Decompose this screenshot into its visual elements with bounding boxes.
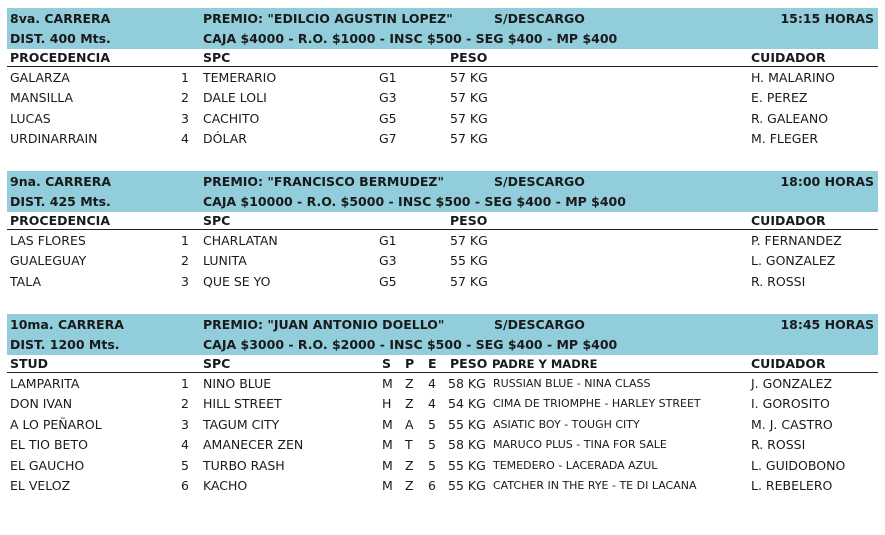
- race-prize: PREMIO: "JUAN ANTONIO DOELLO": [203, 317, 445, 332]
- header-coat: P: [405, 356, 415, 371]
- program-number: 1: [181, 376, 189, 391]
- header-parents: PADRE Y MADRE: [492, 357, 598, 371]
- program-number: 1: [181, 70, 189, 85]
- horse-name: CACHITO: [203, 110, 260, 126]
- trainer-cell: L. GONZALEZ: [751, 253, 836, 269]
- horse-name: NINO BLUE: [203, 376, 272, 391]
- header-trainer: CUIDADOR: [751, 50, 826, 65]
- stud-cell: DON IVAN: [10, 396, 73, 412]
- header-sex: S: [382, 356, 392, 371]
- header-age: E: [428, 356, 437, 371]
- trainer-cell: I. GOROSITO: [751, 396, 830, 412]
- program-number: 3: [181, 110, 189, 126]
- weight-cell: 57 KG: [450, 131, 488, 147]
- horse-name: TURBO RASH: [203, 457, 285, 473]
- header-weight: PESO: [450, 213, 488, 228]
- age-cell: 6: [428, 477, 436, 493]
- weight-cell: 57 KG: [450, 233, 488, 248]
- stud-cell: EL TIO BETO: [10, 437, 88, 453]
- weight-cell: 55 KG: [448, 457, 486, 473]
- horse-name: HILL STREET: [203, 396, 282, 412]
- weight-cell: 55 KG: [450, 253, 488, 269]
- program-number: 4: [181, 131, 189, 147]
- horse-name: AMANECER ZEN: [203, 437, 304, 453]
- horse-name: KACHO: [203, 477, 248, 493]
- race-condition: S/DESCARGO: [494, 11, 585, 26]
- race-time: 18:45 HORAS: [780, 317, 874, 332]
- race-distance: DIST. 1200 Mts.: [10, 337, 120, 352]
- header-origin: PROCEDENCIA: [10, 50, 110, 65]
- trainer-cell: M. FLEGER: [751, 131, 819, 147]
- table-row: [7, 475, 878, 495]
- origin-cell: GALARZA: [10, 70, 70, 85]
- weight-cell: 58 KG: [448, 376, 486, 391]
- race-title: 8va. CARRERA: [10, 11, 111, 26]
- table-row: [7, 128, 878, 148]
- column-headers: [7, 49, 878, 67]
- table-row: [7, 108, 878, 128]
- gate-cell: G3: [379, 90, 397, 106]
- gate-cell: G1: [379, 70, 397, 85]
- age-cell: 5: [428, 437, 436, 453]
- table-row: [7, 67, 878, 87]
- age-cell: 5: [428, 416, 436, 432]
- weight-cell: 57 KG: [450, 110, 488, 126]
- race-header: [7, 171, 878, 212]
- table-row: [7, 414, 878, 434]
- origin-cell: TALA: [10, 273, 42, 289]
- table-row: [7, 250, 878, 270]
- stud-cell: LAMPARITA: [10, 376, 80, 391]
- horse-name: DALE LOLI: [203, 90, 267, 106]
- weight-cell: 57 KG: [450, 273, 488, 289]
- age-cell: 5: [428, 457, 436, 473]
- weight-cell: 57 KG: [450, 90, 488, 106]
- race-block-8: [7, 8, 878, 149]
- race-header: [7, 8, 878, 49]
- program-number: 4: [181, 437, 189, 453]
- origin-cell: LAS FLORES: [10, 233, 86, 248]
- header-spc: SPC: [203, 213, 231, 228]
- table-row: [7, 455, 878, 475]
- origin-cell: MANSILLA: [10, 90, 74, 106]
- weight-cell: 55 KG: [448, 416, 486, 432]
- column-headers: [7, 355, 878, 373]
- gate-cell: G3: [379, 253, 397, 269]
- race-purse: CAJA $10000 - R.O. $5000 - INSC $500 - SEG $400 - MP $400: [203, 194, 626, 209]
- header-weight: PESO: [450, 356, 488, 371]
- horse-name: TAGUM CITY: [203, 416, 280, 432]
- horse-name: QUE SE YO: [203, 273, 271, 289]
- race-prize: PREMIO: "EDILCIO AGUSTIN LOPEZ": [203, 11, 453, 26]
- origin-cell: LUCAS: [10, 110, 51, 126]
- program-number: 5: [181, 457, 189, 473]
- program-number: 2: [181, 396, 189, 412]
- parents-cell: TEMEDERO - LACERADA AZUL: [493, 458, 658, 472]
- stud-cell: EL VELOZ: [10, 477, 71, 493]
- weight-cell: 54 KG: [448, 396, 486, 412]
- coat-cell: A: [405, 416, 414, 432]
- race-block-10: [7, 314, 878, 495]
- trainer-cell: R. ROSSI: [751, 273, 806, 289]
- trainer-cell: R. ROSSI: [751, 437, 806, 453]
- parents-cell: MARUCO PLUS - TINA FOR SALE: [493, 438, 667, 452]
- race-header: [7, 314, 878, 355]
- trainer-cell: R. GALEANO: [751, 110, 829, 126]
- race-block-9: [7, 171, 878, 291]
- race-distance: DIST. 425 Mts.: [10, 194, 111, 209]
- race-title: 9na. CARRERA: [10, 174, 112, 189]
- gate-cell: G1: [379, 233, 397, 248]
- trainer-cell: M. J. CASTRO: [751, 416, 833, 432]
- parents-cell: CIMA DE TRIOMPHE - HARLEY STREET: [493, 397, 701, 411]
- horse-name: LUNITA: [203, 253, 247, 269]
- race-purse: CAJA $3000 - R.O. $2000 - INSC $500 - SEG $400 - MP $400: [203, 337, 618, 352]
- gate-cell: G7: [379, 131, 397, 147]
- race-condition: S/DESCARGO: [494, 317, 585, 332]
- parents-cell: CATCHER IN THE RYE - TE DI LACANA: [493, 478, 697, 492]
- race-distance: DIST. 400 Mts.: [10, 31, 111, 46]
- header-trainer: CUIDADOR: [751, 213, 826, 228]
- coat-cell: Z: [405, 396, 414, 412]
- horse-name: TEMERARIO: [203, 70, 277, 85]
- header-trainer: CUIDADOR: [751, 356, 826, 371]
- stud-cell: A LO PEÑAROL: [10, 416, 102, 432]
- race-time: 18:00 HORAS: [780, 174, 874, 189]
- origin-cell: GUALEGUAY: [10, 253, 87, 269]
- program-number: 2: [181, 90, 189, 106]
- program-number: 6: [181, 477, 189, 493]
- program-number: 2: [181, 253, 189, 269]
- sex-cell: M: [382, 376, 393, 391]
- header-spc: SPC: [203, 50, 231, 65]
- race-purse: CAJA $4000 - R.O. $1000 - INSC $500 - SEG $400 - MP $400: [203, 31, 618, 46]
- parents-cell: RUSSIAN BLUE - NINA CLASS: [493, 377, 651, 390]
- table-row: [7, 87, 878, 107]
- sex-cell: M: [382, 477, 393, 493]
- race-condition: S/DESCARGO: [494, 174, 585, 189]
- trainer-cell: J. GONZALEZ: [751, 376, 833, 391]
- origin-cell: URDINARRAIN: [10, 131, 98, 147]
- trainer-cell: E. PEREZ: [751, 90, 808, 106]
- age-cell: 4: [428, 396, 436, 412]
- table-row: [7, 434, 878, 454]
- program-number: 1: [181, 233, 189, 248]
- column-headers: [7, 212, 878, 230]
- sex-cell: M: [382, 416, 393, 432]
- header-spc: SPC: [203, 356, 231, 371]
- table-row: [7, 373, 878, 393]
- trainer-cell: L. GUIDOBONO: [751, 457, 846, 473]
- program-number: 3: [181, 416, 189, 432]
- race-prize: PREMIO: "FRANCISCO BERMUDEZ": [203, 174, 444, 189]
- sex-cell: M: [382, 457, 393, 473]
- gate-cell: G5: [379, 273, 397, 289]
- sex-cell: H: [382, 396, 392, 412]
- sex-cell: M: [382, 437, 393, 453]
- coat-cell: Z: [405, 457, 414, 473]
- table-row: [7, 393, 878, 413]
- horse-name: DÓLAR: [203, 131, 247, 147]
- race-title: 10ma. CARRERA: [10, 317, 124, 332]
- trainer-cell: P. FERNANDEZ: [751, 233, 842, 248]
- coat-cell: Z: [405, 477, 414, 493]
- trainer-cell: H. MALARINO: [751, 70, 835, 85]
- weight-cell: 57 KG: [450, 70, 488, 85]
- weight-cell: 55 KG: [448, 477, 486, 493]
- header-origin: PROCEDENCIA: [10, 213, 110, 228]
- gate-cell: G5: [379, 110, 397, 126]
- program-number: 3: [181, 273, 189, 289]
- coat-cell: Z: [405, 376, 414, 391]
- coat-cell: T: [405, 437, 413, 453]
- trainer-cell: L. REBELERO: [751, 477, 833, 493]
- weight-cell: 58 KG: [448, 437, 486, 453]
- header-stud: STUD: [10, 356, 49, 371]
- table-row: [7, 271, 878, 291]
- stud-cell: EL GAUCHO: [10, 457, 85, 473]
- race-time: 15:15 HORAS: [780, 11, 874, 26]
- header-weight: PESO: [450, 50, 488, 65]
- age-cell: 4: [428, 376, 436, 391]
- parents-cell: ASIATIC BOY - TOUGH CITY: [493, 417, 640, 431]
- table-row: [7, 230, 878, 250]
- horse-name: CHARLATAN: [203, 233, 278, 248]
